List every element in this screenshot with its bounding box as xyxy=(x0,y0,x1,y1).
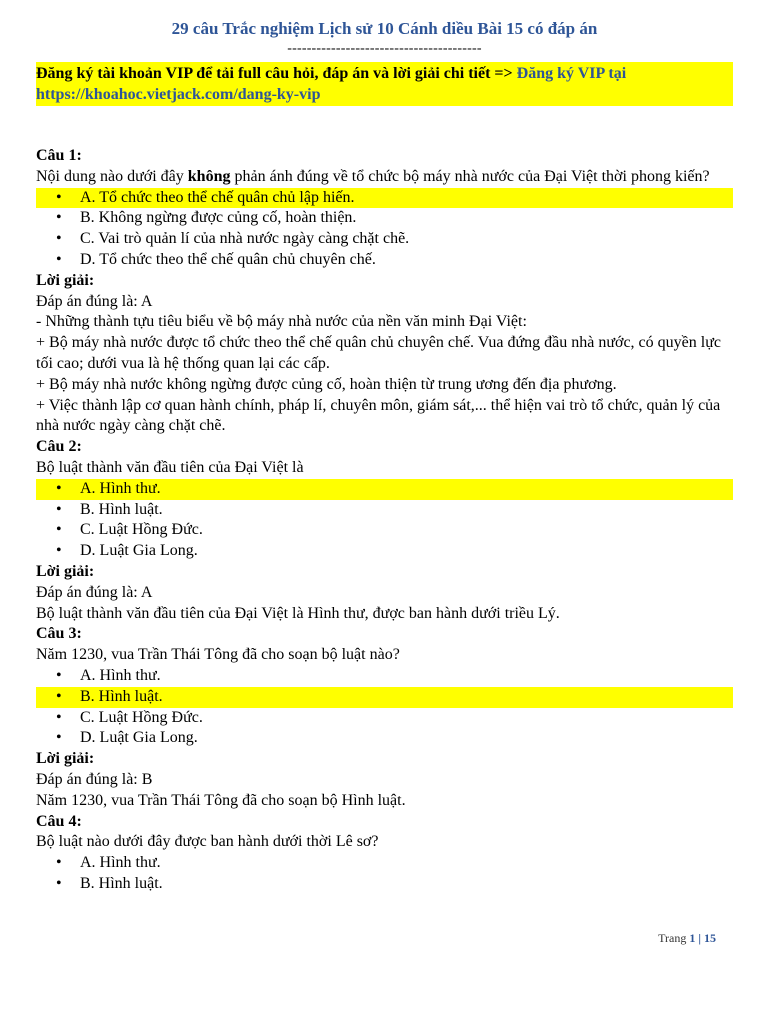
answer-options xyxy=(36,479,733,562)
question-block xyxy=(36,812,733,895)
title-divider: ---------------------------------------- xyxy=(287,41,482,56)
answer-option-text: A. Tổ chức theo thể chế quân chủ lập hiến. xyxy=(80,188,355,206)
bullet-icon: • xyxy=(56,687,62,705)
answer-options xyxy=(36,853,733,895)
footer-prefix: Trang xyxy=(658,931,690,945)
question-text-emphasis: không xyxy=(187,167,231,185)
footer-total-pages: 15 xyxy=(704,931,716,945)
vip-banner-text: Đăng ký tài khoản VIP để tải full câu hỏi, đáp án và lời giải chi tiết => xyxy=(36,65,517,82)
answer-option-correct xyxy=(36,687,733,708)
question-text-part: Bộ luật nào dưới đây được ban hành dưới thời Lê sơ? xyxy=(36,833,379,851)
footer-page-number: 1 xyxy=(689,931,696,945)
answer-option-text: A. Hình thư. xyxy=(80,479,161,497)
solution-line: Đáp án đúng là: B xyxy=(36,770,153,788)
solution-line: + Bộ máy nhà nước không ngừng được củng cố, hoàn thiện từ trung ương đến địa phương. xyxy=(36,375,617,393)
solution-line: Đáp án đúng là: A xyxy=(36,292,153,310)
vip-register-link[interactable]: Đăng ký VIP tại https://khoahoc.vietjack.com/dang-ky-vip xyxy=(36,65,627,103)
answer-options xyxy=(36,666,733,749)
question-block xyxy=(36,624,733,811)
solution-label: Lời giải: xyxy=(36,271,95,289)
solution-line: Đáp án đúng là: A xyxy=(36,583,153,601)
bullet-icon: • xyxy=(56,854,62,872)
bullet-icon: • xyxy=(56,874,62,892)
answer-option-text: C. Luật Hồng Đức. xyxy=(80,708,203,726)
bullet-icon: • xyxy=(56,708,62,726)
answer-option-text: B. Không ngừng được củng cố, hoàn thiện. xyxy=(80,209,357,227)
answer-option-text: B. Hình luật. xyxy=(80,500,163,518)
bullet-icon: • xyxy=(56,542,62,560)
answer-option-text: C. Vai trò quản lí của nhà nước ngày càng chặt chẽ. xyxy=(80,230,410,248)
answer-option-text: A. Hình thư. xyxy=(80,666,161,684)
bullet-icon: • xyxy=(56,479,62,497)
answer-option xyxy=(36,250,733,271)
bullet-icon: • xyxy=(56,521,62,539)
answer-option xyxy=(36,708,733,729)
bullet-icon: • xyxy=(56,729,62,747)
vip-banner xyxy=(36,62,733,106)
solution-label: Lời giải: xyxy=(36,750,95,768)
answer-option-correct xyxy=(36,188,733,209)
question-label: Câu 1: xyxy=(36,147,82,164)
answer-option-text: D. Luật Gia Long. xyxy=(80,542,198,560)
answer-option-text: D. Tổ chức theo thể chế quân chủ chuyên chế. xyxy=(80,250,376,268)
question-text xyxy=(36,458,733,479)
answer-option xyxy=(36,500,733,521)
bullet-icon: • xyxy=(56,209,62,227)
bullet-icon: • xyxy=(56,666,62,684)
answer-option xyxy=(36,728,733,749)
answer-option-text: A. Hình thư. xyxy=(80,854,161,872)
question-block xyxy=(36,437,733,624)
bullet-icon: • xyxy=(56,230,62,248)
solution-line: + Bộ máy nhà nước được tổ chức theo thể chế quân chủ chuyên chế. Vua đứng đầu nhà nước, có quyền lực tối cao; dưới vua là hệ thống quan lại các cấp. xyxy=(36,334,721,372)
bullet-icon: • xyxy=(56,188,62,206)
question-text-part: phản ánh đúng về tổ chức bộ máy nhà nước của Đại Việt thời phong kiến? xyxy=(230,167,710,185)
question-block xyxy=(36,146,733,437)
footer-separator: | xyxy=(695,931,704,945)
solution-line: Năm 1230, vua Trần Thái Tông đã cho soạn bộ Hình luật. xyxy=(36,791,406,809)
answer-option-text: B. Hình luật. xyxy=(80,874,163,892)
answer-option xyxy=(36,520,733,541)
solution-line: Bộ luật thành văn đầu tiên của Đại Việt là Hình thư, được ban hành dưới triều Lý. xyxy=(36,604,560,622)
answer-option xyxy=(36,229,733,250)
question-text xyxy=(36,645,733,666)
bullet-icon: • xyxy=(56,500,62,518)
question-label: Câu 3: xyxy=(36,625,82,643)
solution-line: + Việc thành lập cơ quan hành chính, pháp lí, chuyên môn, giám sát,... thể hiện vai trò tổ chức, quản lý của nhà nước ngày càng chặt chẽ. xyxy=(36,396,721,435)
question-label: Câu 2: xyxy=(36,438,82,456)
question-text-part: Bộ luật thành văn đầu tiên của Đại Việt là xyxy=(36,458,304,476)
answer-option-correct xyxy=(36,479,733,500)
solution-label: Lời giải: xyxy=(36,562,95,580)
answer-option xyxy=(36,853,733,874)
question-label: Câu 4: xyxy=(36,812,82,830)
answer-option xyxy=(36,541,733,562)
question-text-part: Năm 1230, vua Trần Thái Tông đã cho soạn bộ luật nào? xyxy=(36,646,400,664)
question-text xyxy=(36,832,733,853)
answer-option-text: B. Hình luật. xyxy=(80,687,163,705)
answer-option-text: D. Luật Gia Long. xyxy=(80,729,198,747)
answer-option xyxy=(36,208,733,229)
answer-option-text: C. Luật Hồng Đức. xyxy=(80,521,203,539)
page-footer xyxy=(658,931,716,946)
solution-line: - Những thành tựu tiêu biểu về bộ máy nhà nước của nền văn minh Đại Việt: xyxy=(36,313,527,331)
question-text-part: Nội dung nào dưới đây xyxy=(36,167,188,185)
document-title: 29 câu Trắc nghiệm Lịch sử 10 Cánh diều Bài 15 có đáp án xyxy=(171,19,598,38)
question-text xyxy=(36,167,733,188)
bullet-icon: • xyxy=(56,250,62,268)
answer-option xyxy=(36,874,733,895)
question-list xyxy=(36,146,733,895)
answer-options xyxy=(36,188,733,271)
document-page xyxy=(36,0,733,895)
answer-option xyxy=(36,666,733,687)
